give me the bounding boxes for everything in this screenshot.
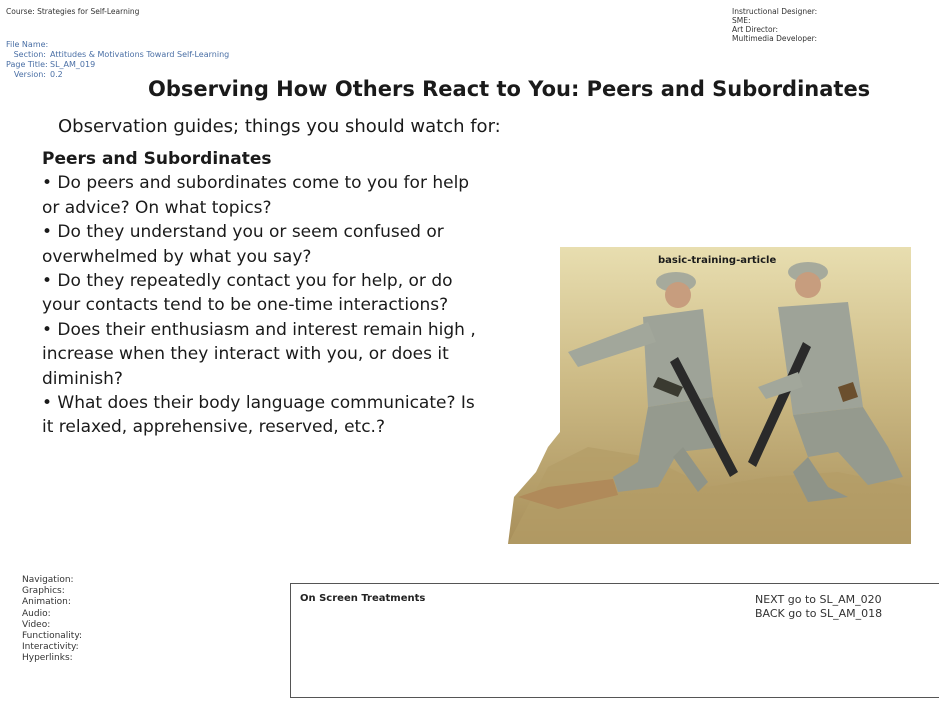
- section-label: Section:: [13, 50, 46, 59]
- spec-labels: [22, 575, 82, 665]
- role-sme: SME:: [732, 16, 751, 25]
- label-video: Video:: [22, 619, 51, 630]
- file-meta: [6, 40, 229, 80]
- list-item: • Does their enthusiasm and interest remain high ,: [42, 319, 476, 340]
- photo-caption: basic-training-article: [658, 255, 777, 266]
- role-art-director: Art Director:: [732, 25, 779, 34]
- list-item: diminish?: [42, 368, 123, 389]
- label-hyperlinks: Hyperlinks:: [22, 653, 73, 664]
- slide-intro: Observation guides; things you should watch for:: [58, 116, 501, 137]
- page-title-value: SL_AM_019: [50, 60, 96, 69]
- label-graphics: Graphics:: [22, 586, 65, 597]
- list-item: it relaxed, apprehensive, reserved, etc.?: [42, 417, 385, 438]
- list-item: increase when they interact with you, or does it: [42, 344, 449, 365]
- nav-links: [755, 593, 882, 621]
- course-name: Course: Strategies for Self-Learning: [6, 7, 140, 16]
- list-item: • Do they understand you or seem confused or: [42, 222, 444, 243]
- list-item: or advice? On what topics?: [42, 197, 272, 218]
- role-instructional-designer: Instructional Designer:: [732, 7, 818, 16]
- treatments-title: On Screen Treatments: [300, 593, 426, 604]
- label-animation: Animation:: [22, 597, 71, 608]
- section-heading: Peers and Subordinates: [42, 149, 272, 169]
- section-row: [6, 50, 229, 60]
- label-interactivity: Interactivity:: [22, 642, 79, 653]
- soldiers-photo: [508, 247, 911, 544]
- label-audio: Audio:: [22, 608, 51, 619]
- list-item: • Do they repeatedly contact you for help, or do: [42, 271, 453, 292]
- list-item: overwhelmed by what you say?: [42, 246, 312, 267]
- treatments-box: [290, 583, 939, 698]
- version-value: 0.2: [50, 70, 63, 79]
- version-label: Version:: [13, 70, 46, 79]
- next-link[interactable]: NEXT go to SL_AM_020: [755, 593, 882, 606]
- page-title-label: Page Title:: [6, 60, 48, 69]
- list-item: your contacts tend to be one-time interactions?: [42, 295, 449, 316]
- page-title-row: [6, 60, 229, 70]
- slide-title: Observing How Others React to You: Peers and Subordinates: [148, 77, 871, 101]
- list-item: • What does their body language communicate? Is: [42, 393, 475, 414]
- section-value: Attitudes & Motivations Toward Self-Learning: [50, 50, 230, 59]
- soldiers-illustration: [508, 247, 911, 544]
- roles-list: [732, 7, 932, 43]
- role-multimedia-developer: Multimedia Developer:: [732, 34, 818, 43]
- label-navigation: Navigation:: [22, 575, 74, 585]
- file-name-label: File Name:: [6, 40, 49, 49]
- file-name-row: [6, 40, 229, 50]
- label-functionality: Functionality:: [22, 631, 83, 642]
- list-item: • Do peers and subordinates come to you for help: [42, 173, 470, 194]
- back-link[interactable]: BACK go to SL_AM_018: [755, 607, 883, 620]
- observation-list: [42, 147, 552, 440]
